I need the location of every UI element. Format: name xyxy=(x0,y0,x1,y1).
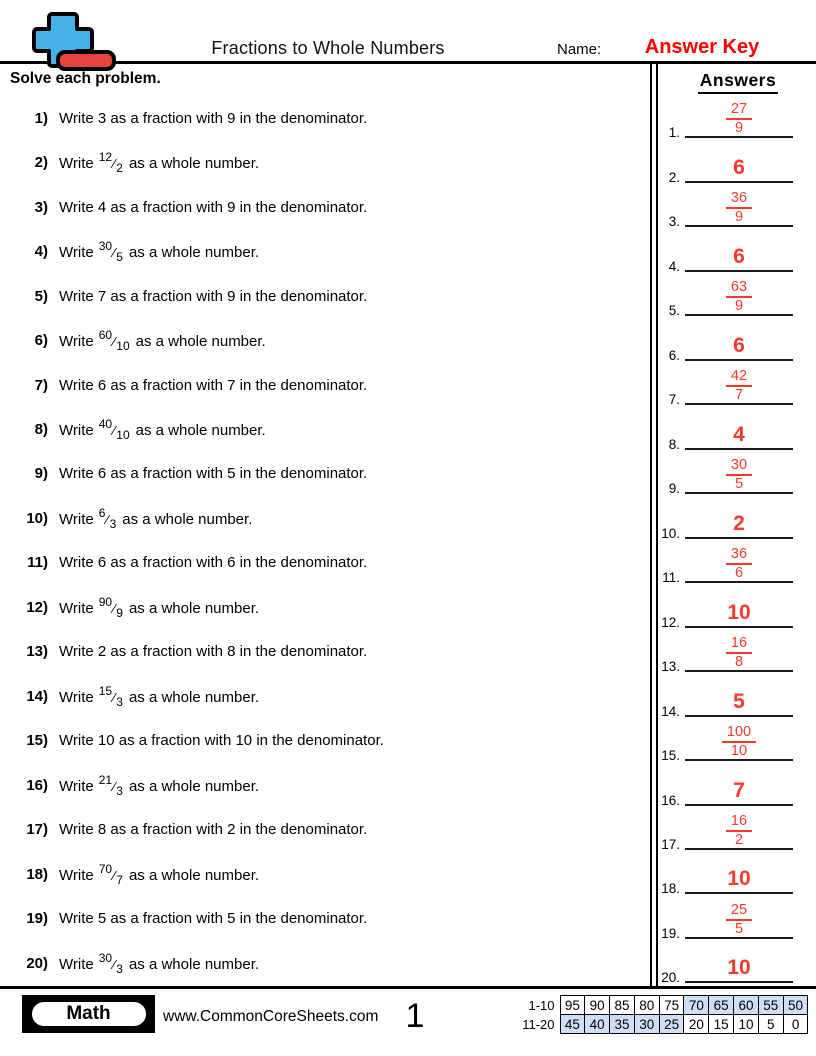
answer-fraction-numerator: 42 xyxy=(726,369,752,387)
score-cell: 0 xyxy=(783,1015,808,1034)
problem-sentence: Write 2 as a fraction with 8 in the denominator. xyxy=(59,643,368,661)
problem-pre-text: Write xyxy=(59,599,94,617)
fraction-numerator: 40 xyxy=(98,417,113,432)
answer-number: 18. xyxy=(661,881,680,897)
answer-value xyxy=(685,102,793,137)
problem-number: 8) xyxy=(34,421,48,439)
fraction-slash: ⁄ xyxy=(113,689,116,705)
problem-number: 15) xyxy=(26,732,48,750)
answer-value xyxy=(685,155,793,182)
answer-number: 17. xyxy=(661,836,680,852)
score-cell: 40 xyxy=(585,1015,610,1034)
answer-number: 4. xyxy=(668,258,680,274)
problem-pre-text: Write xyxy=(59,244,94,262)
problem-text xyxy=(59,417,266,442)
answer-slot xyxy=(654,583,816,630)
fraction-slash: ⁄ xyxy=(113,778,116,794)
answer-number: 13. xyxy=(661,659,680,675)
answer-value xyxy=(685,867,793,893)
answer-whole-number: 6 xyxy=(733,244,745,268)
problem-pre-text: Write xyxy=(59,688,94,706)
problem-sentence: Write 7 as a fraction with 9 in the denominator. xyxy=(59,287,368,305)
problem-text xyxy=(59,595,259,620)
problem-pre-text: Write xyxy=(59,422,94,440)
fraction-slash: ⁄ xyxy=(113,600,116,616)
answer-slot xyxy=(654,450,816,497)
score-cell: 25 xyxy=(659,1015,684,1034)
problem-text xyxy=(59,643,367,660)
problem-number: 11) xyxy=(27,554,48,572)
answer-fraction-numerator: 36 xyxy=(726,547,752,565)
answer-slot xyxy=(654,227,816,274)
problem-post-text: as a whole number. xyxy=(128,955,260,973)
problem-text xyxy=(59,910,367,927)
problem-row xyxy=(0,585,645,629)
score-cell: 65 xyxy=(709,996,734,1015)
problem-number: 5) xyxy=(34,287,48,305)
answer-number: 16. xyxy=(661,792,680,808)
problem-row xyxy=(0,541,645,585)
problem-sentence: Write 6 as a fraction with 6 in the denominator. xyxy=(59,554,368,572)
answer-value xyxy=(685,636,793,671)
subject-label: Math xyxy=(30,1000,148,1028)
fraction-numerator: 70 xyxy=(98,861,113,876)
problem-post-text: as a whole number. xyxy=(128,599,260,617)
answer-fraction xyxy=(726,814,752,848)
answer-slot xyxy=(654,138,816,185)
name-label: Name: xyxy=(557,41,602,58)
score-cell: 85 xyxy=(610,996,635,1015)
problem-sentence: Write 3 as a fraction with 9 in the denominator. xyxy=(59,109,368,127)
answer-fraction-numerator: 100 xyxy=(722,725,756,743)
problem-row xyxy=(0,763,645,807)
answer-number: 1. xyxy=(668,125,680,141)
answer-value xyxy=(685,244,793,271)
problem-text xyxy=(59,288,367,305)
fraction-numerator: 15 xyxy=(98,683,113,698)
fraction-numerator: 6 xyxy=(98,505,106,520)
answer-slot xyxy=(654,539,816,586)
answer-number: 5. xyxy=(668,303,680,319)
answer-fraction-denominator: 7 xyxy=(734,387,744,404)
problem-row xyxy=(0,274,645,318)
answer-fraction-denominator: 8 xyxy=(734,654,744,671)
answer-value xyxy=(685,814,793,849)
score-row xyxy=(460,1015,808,1034)
problem-number: 16) xyxy=(26,776,48,794)
answers-list xyxy=(654,94,816,986)
answer-whole-number: 4 xyxy=(733,422,745,446)
commoncoresheets-logo-icon xyxy=(24,10,124,74)
fraction-slash: ⁄ xyxy=(113,867,116,883)
problem-pre-text: Write xyxy=(59,155,94,173)
answer-value xyxy=(685,458,793,493)
problem-number: 9) xyxy=(34,465,48,483)
answer-fraction xyxy=(726,636,752,670)
answer-whole-number: 6 xyxy=(733,333,745,357)
page-title: Fractions to Whole Numbers xyxy=(211,38,445,58)
score-cell: 15 xyxy=(709,1015,734,1034)
answer-number: 14. xyxy=(661,703,680,719)
problem-number: 20) xyxy=(26,954,48,972)
problem-row xyxy=(0,719,645,763)
problem-text xyxy=(59,150,259,175)
answer-slot xyxy=(654,405,816,452)
problem-post-text: as a whole number. xyxy=(128,155,260,173)
problems-list xyxy=(0,96,645,985)
answer-whole-number: 10 xyxy=(727,956,751,980)
answer-value xyxy=(685,689,793,716)
problem-text xyxy=(59,773,259,798)
problem-post-text: as a whole number. xyxy=(135,422,266,440)
answer-whole-number: 6 xyxy=(733,155,745,179)
problem-pre-text: Write xyxy=(59,955,94,973)
problem-row xyxy=(0,852,645,896)
answer-value xyxy=(685,725,793,760)
score-cell: 55 xyxy=(758,996,783,1015)
problem-post-text: as a whole number. xyxy=(128,688,260,706)
minus-icon xyxy=(58,52,114,69)
answer-value xyxy=(685,547,793,582)
score-cell: 30 xyxy=(634,1015,659,1034)
answer-slot xyxy=(654,628,816,675)
problem-sentence: Write 8 as a fraction with 2 in the denominator. xyxy=(59,821,368,839)
score-cell: 75 xyxy=(659,996,684,1015)
answer-slot xyxy=(654,939,816,986)
problem-sentence: Write 6 as a fraction with 5 in the denominator. xyxy=(59,465,368,483)
answer-value xyxy=(685,956,793,982)
fraction-numerator: 90 xyxy=(98,594,113,609)
problem-number: 4) xyxy=(34,243,48,261)
answer-fraction-numerator: 16 xyxy=(726,636,752,654)
score-cell: 10 xyxy=(734,1015,759,1034)
answer-slot xyxy=(654,272,816,319)
answer-fraction-denominator: 10 xyxy=(730,743,748,760)
answer-fraction-numerator: 27 xyxy=(726,102,752,120)
answer-value xyxy=(685,903,793,938)
problem-row xyxy=(0,185,645,229)
fraction-denominator: 7 xyxy=(116,872,123,887)
problem-row xyxy=(0,630,645,674)
fraction-denominator: 3 xyxy=(116,694,123,709)
score-cell: 50 xyxy=(783,996,808,1015)
answer-fraction-denominator: 6 xyxy=(734,565,744,582)
problem-text xyxy=(59,951,259,976)
fraction-denominator: 10 xyxy=(116,339,130,354)
answer-value xyxy=(685,280,793,315)
problem-row xyxy=(0,318,645,362)
answer-fraction-denominator: 9 xyxy=(734,120,744,137)
answer-fraction xyxy=(722,725,756,759)
problem-number: 12) xyxy=(26,598,48,616)
answer-value xyxy=(685,600,793,627)
answer-fraction-numerator: 30 xyxy=(726,458,752,476)
problem-row xyxy=(0,407,645,451)
problem-pre-text: Write xyxy=(59,866,94,884)
answer-whole-number: 10 xyxy=(727,867,751,891)
problem-row xyxy=(0,941,645,985)
problem-number: 7) xyxy=(34,376,48,394)
problem-number: 18) xyxy=(26,865,48,883)
answer-number: 6. xyxy=(668,347,680,363)
answer-fraction xyxy=(726,280,752,314)
fraction-numerator: 30 xyxy=(98,239,113,254)
problem-number: 14) xyxy=(26,687,48,705)
problem-number: 17) xyxy=(26,821,48,839)
problem-text xyxy=(59,199,367,216)
answer-slot xyxy=(654,672,816,719)
website-text: www.CommonCoreSheets.com xyxy=(163,1008,379,1025)
answer-slot xyxy=(654,494,816,541)
answer-fraction-numerator: 25 xyxy=(726,903,752,921)
page-number: 1 xyxy=(405,997,425,1035)
answer-value xyxy=(685,778,793,805)
problem-row xyxy=(0,808,645,852)
fraction-slash: ⁄ xyxy=(106,511,109,527)
answer-number: 10. xyxy=(661,525,680,541)
answer-fraction-numerator: 36 xyxy=(726,191,752,209)
fraction-slash: ⁄ xyxy=(113,334,116,350)
answer-whole-number: 5 xyxy=(733,689,745,713)
answer-value xyxy=(685,422,793,449)
answer-number: 3. xyxy=(668,214,680,230)
answer-slot xyxy=(654,94,816,141)
instructions-text: Solve each problem. xyxy=(10,70,161,87)
score-row-label: 1-10 xyxy=(528,997,555,1013)
score-cell: 90 xyxy=(585,996,610,1015)
answer-fraction-denominator: 2 xyxy=(734,831,744,848)
problem-pre-text: Write xyxy=(59,333,94,351)
answer-value xyxy=(685,511,793,538)
fraction-slash: ⁄ xyxy=(113,423,116,439)
answer-number: 20. xyxy=(661,970,680,986)
answer-fraction-numerator: 63 xyxy=(726,280,752,298)
problem-number: 13) xyxy=(26,643,48,661)
answer-fraction xyxy=(726,191,752,225)
problem-text xyxy=(59,862,259,887)
problem-row xyxy=(0,496,645,540)
fraction-numerator: 21 xyxy=(98,772,113,787)
answers-header-label: Answers xyxy=(698,70,778,94)
problem-number: 1) xyxy=(34,109,48,127)
score-cell: 5 xyxy=(758,1015,783,1034)
footer-divider-line xyxy=(0,986,816,989)
problem-sentence: Write 6 as a fraction with 7 in the denominator. xyxy=(59,376,368,394)
problem-row xyxy=(0,229,645,273)
problem-post-text: as a whole number. xyxy=(128,777,260,795)
score-cell: 80 xyxy=(634,996,659,1015)
fraction-slash: ⁄ xyxy=(113,245,116,261)
answer-fraction xyxy=(726,547,752,581)
score-row xyxy=(460,996,808,1015)
subject-badge xyxy=(22,995,155,1033)
answer-slot xyxy=(654,183,816,230)
problem-text xyxy=(59,821,367,838)
answer-key-text: Answer Key xyxy=(644,36,760,58)
answer-whole-number: 10 xyxy=(727,600,751,624)
problem-text xyxy=(59,732,384,749)
fraction-denominator: 5 xyxy=(116,250,123,265)
answer-slot xyxy=(654,894,816,941)
fraction-denominator: 3 xyxy=(116,783,123,798)
problem-text xyxy=(59,465,367,482)
score-cell: 60 xyxy=(734,996,759,1015)
answer-number: 11. xyxy=(662,570,680,586)
answer-slot xyxy=(654,361,816,408)
problem-number: 3) xyxy=(34,198,48,216)
problem-row xyxy=(0,96,645,140)
answer-value xyxy=(685,333,793,360)
answer-value xyxy=(685,191,793,226)
problem-number: 2) xyxy=(34,154,48,172)
problem-sentence: Write 4 as a fraction with 9 in the denominator. xyxy=(59,198,368,216)
answer-number: 9. xyxy=(668,481,680,497)
problem-post-text: as a whole number. xyxy=(128,244,260,262)
score-cell: 95 xyxy=(560,996,585,1015)
answer-fraction-denominator: 9 xyxy=(734,209,744,226)
answer-fraction xyxy=(726,369,752,403)
answer-number: 15. xyxy=(661,748,680,764)
answer-fraction-denominator: 9 xyxy=(734,298,744,315)
problem-number: 6) xyxy=(34,332,48,350)
problem-pre-text: Write xyxy=(59,777,94,795)
fraction-numerator: 60 xyxy=(98,328,113,343)
problem-text xyxy=(59,328,266,353)
fraction-denominator: 10 xyxy=(116,428,130,443)
answer-whole-number: 2 xyxy=(733,511,745,535)
problem-text xyxy=(59,554,367,571)
fraction-slash: ⁄ xyxy=(113,956,116,972)
fraction-denominator: 3 xyxy=(116,961,123,976)
problem-post-text: as a whole number. xyxy=(135,333,266,351)
problem-text xyxy=(59,506,252,531)
problem-row xyxy=(0,363,645,407)
answer-number: 8. xyxy=(668,436,680,452)
answer-slot xyxy=(654,316,816,363)
score-cell: 20 xyxy=(684,1015,709,1034)
answer-number: 12. xyxy=(661,614,680,630)
answer-fraction xyxy=(726,903,752,937)
score-row-label: 11-20 xyxy=(522,1016,555,1032)
answer-fraction xyxy=(726,458,752,492)
problem-text xyxy=(59,377,367,394)
fraction-denominator: 2 xyxy=(116,161,123,176)
score-cell: 70 xyxy=(684,996,709,1015)
problem-text xyxy=(59,239,259,264)
fraction-numerator: 12 xyxy=(98,150,113,165)
problem-row xyxy=(0,452,645,496)
problem-row xyxy=(0,896,645,940)
problem-text xyxy=(59,110,367,127)
answer-number: 2. xyxy=(668,169,680,185)
problem-number: 10) xyxy=(26,509,48,527)
problem-row xyxy=(0,140,645,184)
score-cell: 35 xyxy=(610,1015,635,1034)
answer-slot xyxy=(654,761,816,808)
problem-number: 19) xyxy=(26,910,48,928)
problem-post-text: as a whole number. xyxy=(122,510,253,528)
answer-fraction xyxy=(726,102,752,136)
answer-value xyxy=(685,369,793,404)
problem-text xyxy=(59,684,259,709)
fraction-denominator: 9 xyxy=(116,605,123,620)
answer-whole-number: 7 xyxy=(733,778,745,802)
score-table xyxy=(460,995,808,1034)
problem-row xyxy=(0,674,645,718)
answer-number: 19. xyxy=(661,925,680,941)
problem-sentence: Write 10 as a fraction with 10 in the denominator. xyxy=(59,732,384,750)
fraction-denominator: 3 xyxy=(109,516,117,531)
problem-sentence: Write 5 as a fraction with 5 in the denominator. xyxy=(59,910,368,928)
answer-fraction-denominator: 5 xyxy=(734,920,744,937)
fraction-numerator: 30 xyxy=(98,950,113,965)
problem-post-text: as a whole number. xyxy=(128,866,260,884)
answer-number: 7. xyxy=(668,392,680,408)
answers-header xyxy=(660,70,816,94)
answer-fraction-numerator: 16 xyxy=(726,814,752,832)
answer-slot xyxy=(654,806,816,850)
score-cell: 45 xyxy=(560,1015,585,1034)
problem-pre-text: Write xyxy=(59,510,94,528)
answer-slot xyxy=(654,717,816,764)
answer-fraction-denominator: 5 xyxy=(734,476,744,493)
fraction-slash: ⁄ xyxy=(113,156,116,172)
answer-slot xyxy=(654,850,816,897)
